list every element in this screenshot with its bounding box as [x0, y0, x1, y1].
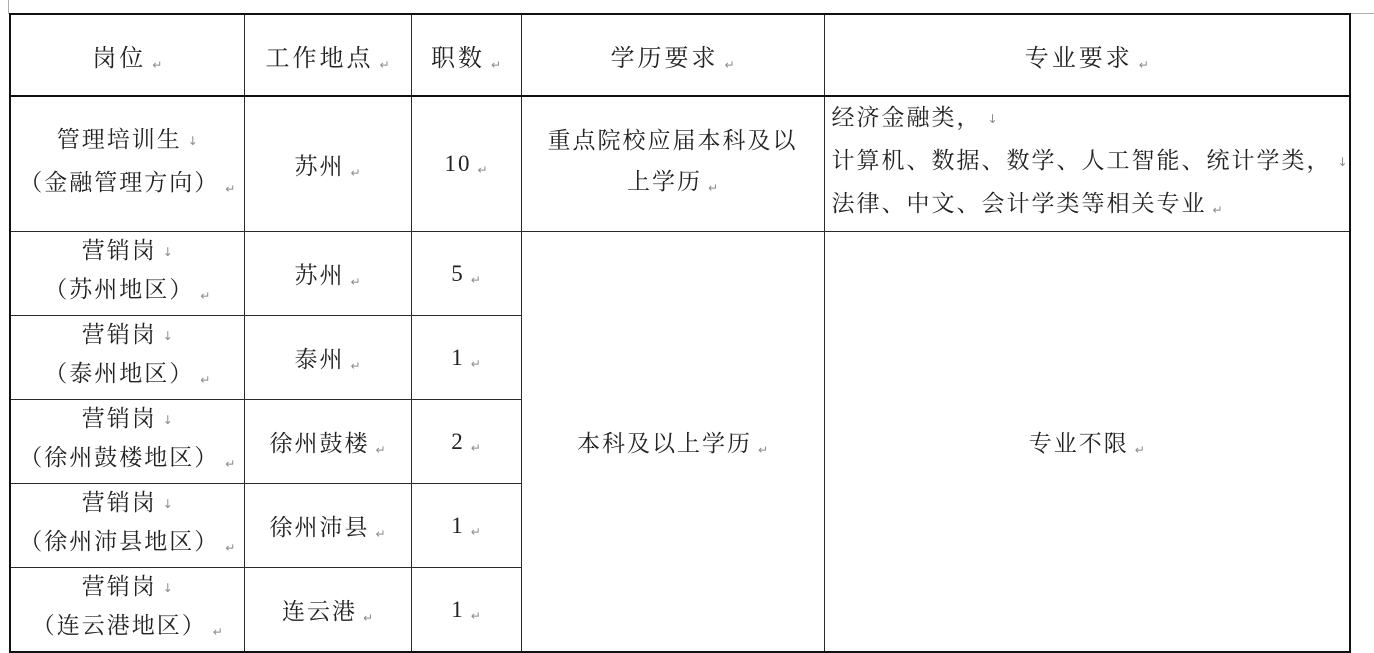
education-line: 重点院校应届本科及以	[547, 127, 798, 153]
cell-end-mark-icon: ↵	[470, 524, 481, 539]
cell-end-mark-icon: ↵	[375, 527, 386, 541]
cell-end-mark-icon: ↵	[200, 373, 211, 387]
major-cell-merged: 专业不限 ↵	[824, 232, 1350, 653]
cell-end-mark-icon: ↵	[490, 57, 502, 72]
position-line: 营销岗 ↓	[11, 316, 244, 355]
position-line: （徐州鼓楼地区） ↵	[11, 439, 244, 483]
position-cell	[10, 232, 244, 316]
position-line: （徐州沛县地区） ↵	[11, 523, 244, 567]
cell-end-mark-icon: ↵	[470, 272, 481, 287]
position-line: 管理培训生 ↓	[11, 119, 244, 162]
count-cell: 2 ↵	[411, 400, 521, 484]
position-cell	[10, 96, 244, 232]
header-label: 岗位	[92, 45, 147, 72]
major-line: 计算机、数据、数学、人工智能、统计学类， ↓	[832, 140, 1343, 183]
cell-end-mark-icon: ↵	[470, 440, 481, 455]
cell-end-mark-icon: ↵	[225, 457, 236, 471]
line-break-mark-icon: ↓	[162, 245, 173, 259]
line-break-mark-icon: ↓	[162, 329, 173, 343]
cropped-gridline-top-right	[1349, 13, 1374, 14]
location-cell: 苏州 ↵	[244, 96, 411, 232]
header-label: 职数	[430, 45, 485, 72]
cell-end-mark-icon: ↵	[379, 57, 390, 72]
education-cell-merged: 本科及以上学历 ↵	[521, 232, 824, 653]
position-cell	[10, 316, 244, 400]
header-cell-major	[824, 14, 1350, 96]
position-line: （连云港地区） ↵	[11, 607, 244, 651]
header-cell-count	[411, 14, 521, 96]
position-cell	[10, 484, 244, 568]
line-break-mark-icon: ↓	[162, 497, 173, 511]
cell-end-mark-icon: ↵	[1212, 203, 1223, 217]
cell-end-mark-icon: ↵	[350, 359, 361, 373]
position-line: 营销岗 ↓	[11, 400, 244, 439]
position-line: （泰州地区） ↵	[11, 355, 244, 399]
cell-end-mark-icon: ↵	[707, 180, 719, 195]
position-cell	[10, 568, 244, 653]
cell-end-mark-icon: ↵	[212, 625, 223, 639]
position-line: 营销岗 ↓	[11, 568, 244, 607]
line-break-mark-icon: ↓	[162, 581, 173, 595]
cropped-gridline-left	[8, 0, 9, 14]
location-cell: 泰州 ↵	[244, 316, 411, 400]
cell-end-mark-icon: ↵	[225, 181, 236, 196]
location-cell: 徐州鼓楼 ↵	[244, 400, 411, 484]
education-cell	[521, 96, 824, 232]
cell-end-mark-icon: ↵	[375, 443, 386, 457]
cell-end-mark-icon: ↵	[477, 163, 488, 177]
cell-end-mark-icon: ↵	[350, 275, 361, 289]
header-cell-location	[244, 14, 411, 96]
count-cell: 5 ↵	[411, 232, 521, 316]
count-cell: 1 ↵	[411, 484, 521, 568]
cell-end-mark-icon: ↵	[470, 356, 481, 371]
position-line: （苏州地区） ↵	[11, 271, 244, 315]
cell-end-mark-icon: ↵	[1134, 443, 1145, 457]
cell-end-mark-icon: ↵	[724, 57, 735, 72]
cell-end-mark-icon: ↵	[152, 57, 163, 72]
table-header-row	[10, 14, 1350, 96]
cell-end-mark-icon: ↵	[1138, 57, 1149, 72]
count-cell: 1 ↵	[411, 316, 521, 400]
count-cell: 10 ↵	[411, 96, 521, 232]
position-line: （金融管理方向） ↵	[11, 162, 244, 210]
table-row-management-trainee	[10, 96, 1350, 232]
education-line: 上学历 ↵	[522, 161, 824, 209]
major-line: 法律、中文、会计学类等相关专业 ↵	[832, 183, 1343, 231]
position-cell	[10, 400, 244, 484]
header-label: 学历要求	[610, 45, 719, 72]
header-label: 专业要求	[1024, 45, 1133, 72]
line-break-mark-icon: ↓	[162, 413, 173, 427]
line-break-mark-icon: ↓	[1337, 155, 1348, 169]
cell-end-mark-icon: ↵	[200, 289, 211, 303]
count-cell: 1 ↵	[411, 568, 521, 653]
cell-end-mark-icon: ↵	[470, 608, 481, 623]
cell-end-mark-icon: ↵	[225, 541, 236, 555]
cell-end-mark-icon: ↵	[362, 611, 374, 625]
position-line: 营销岗 ↓	[11, 232, 244, 271]
location-cell: 苏州 ↵	[244, 232, 411, 316]
header-label: 工作地点	[265, 45, 374, 72]
location-cell: 连云港 ↵	[244, 568, 411, 653]
cell-end-mark-icon: ↵	[757, 443, 769, 457]
line-break-mark-icon: ↓	[987, 112, 998, 126]
major-cell	[824, 96, 1350, 232]
cell-end-mark-icon: ↵	[350, 165, 361, 180]
header-cell-position	[10, 14, 244, 96]
major-line: 经济金融类， ↓	[832, 97, 1343, 140]
table-row-marketing-suzhou	[10, 232, 1350, 316]
line-break-mark-icon: ↓	[187, 133, 198, 148]
header-cell-education	[521, 14, 824, 96]
location-cell: 徐州沛县 ↵	[244, 484, 411, 568]
position-line: 营销岗 ↓	[11, 484, 244, 523]
recruitment-table	[9, 13, 1351, 653]
